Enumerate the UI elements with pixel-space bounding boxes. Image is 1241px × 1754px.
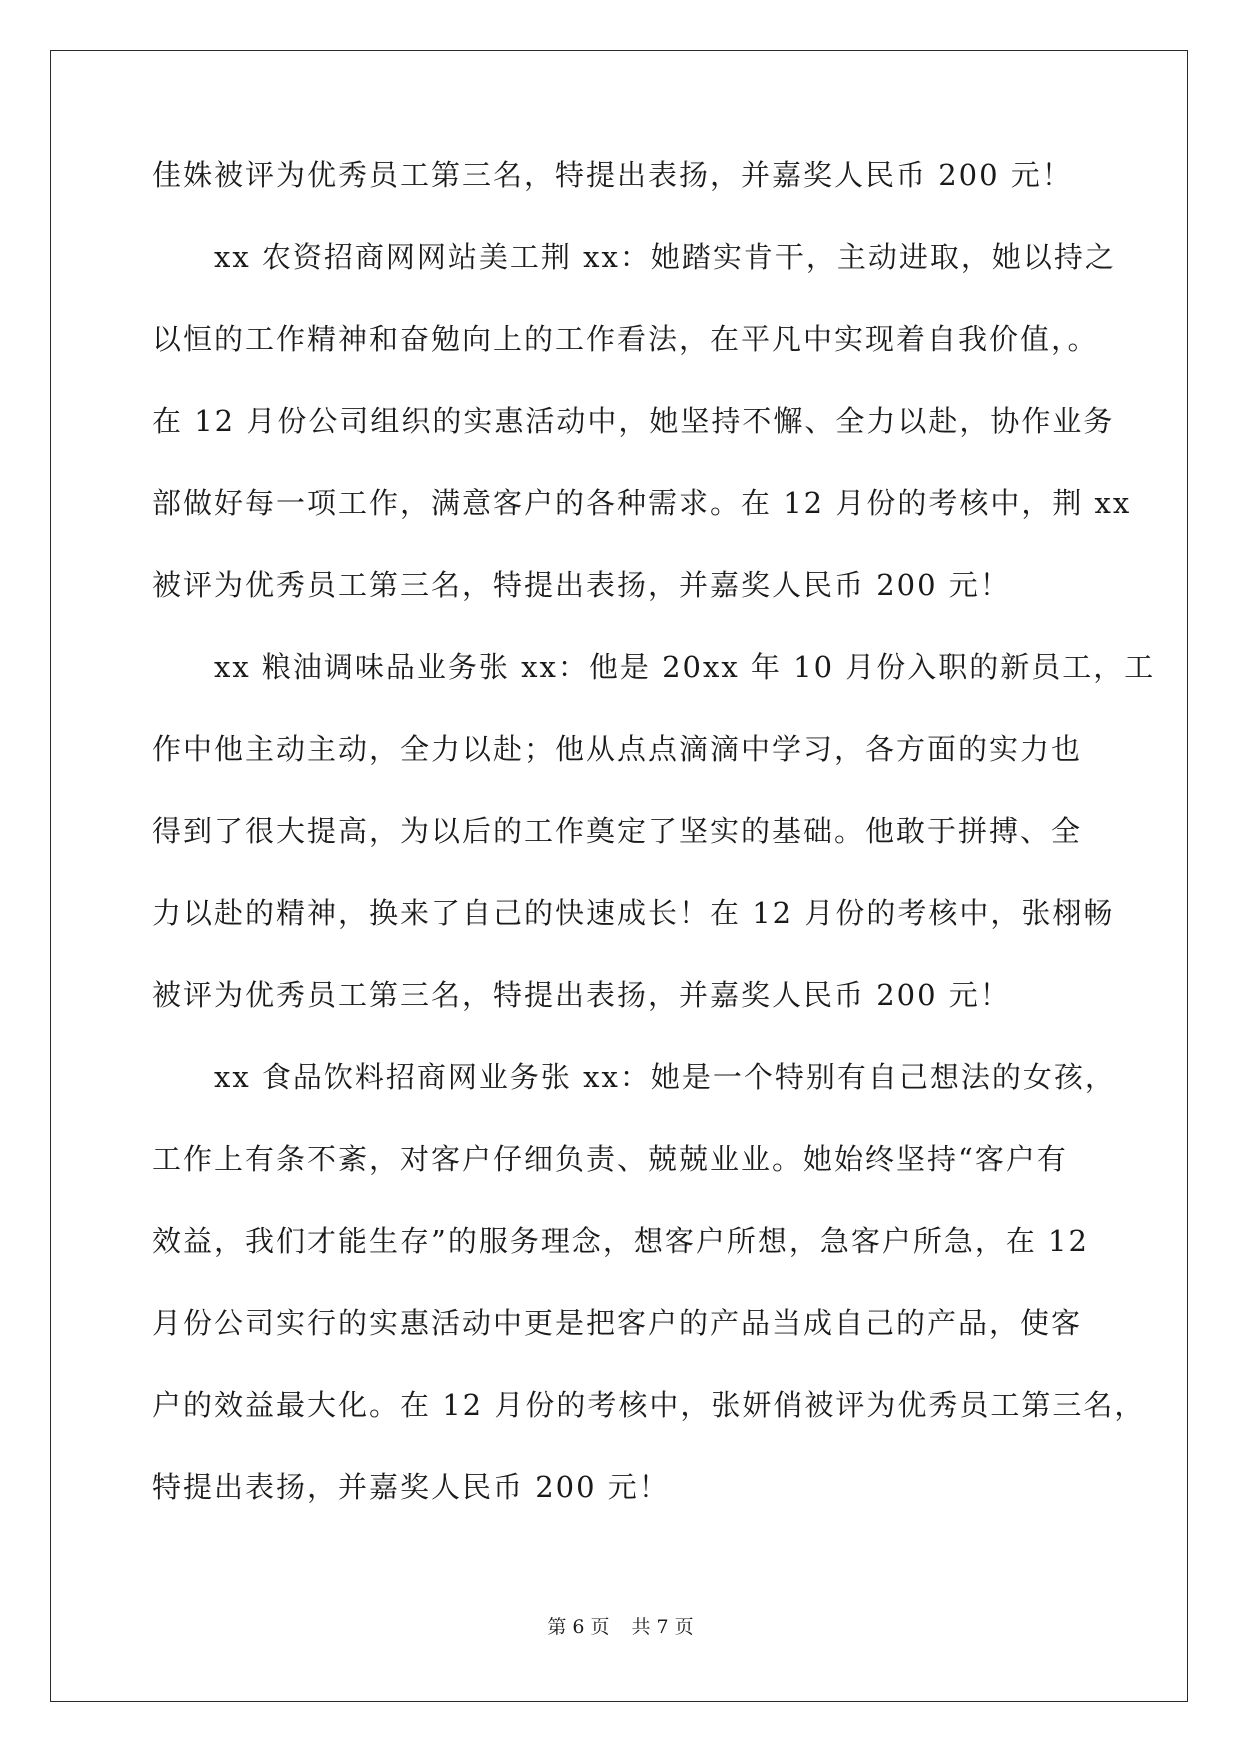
text-line: 被评为优秀员工第三名，特提出表扬，并嘉奖人民币 200 元！: [152, 568, 1011, 602]
text-line: 以恒的工作精神和奋勉向上的工作看法，在平凡中实现着自我价值，。: [152, 322, 1099, 356]
text-line: xx 粮油调味品业务张 xx：他是 20xx 年 10 月份入职的新员工，工: [214, 650, 1156, 684]
text-line: xx 食品饮料招商网业务张 xx：她是一个特别有自己想法的女孩，: [214, 1060, 1116, 1094]
text-line: 效益，我们才能生存”的服务理念，想客户所想，急客户所急，在 12: [152, 1224, 1089, 1258]
page-number-total: 共 7 页: [631, 1616, 694, 1638]
text-line: xx 农资招商网网站美工荆 xx：她踏实肯干，主动进取，她以持之: [214, 240, 1116, 274]
page-number-current: 第 6 页: [547, 1616, 610, 1638]
text-line: 部做好每一项工作，满意客户的各种需求。在 12 月份的考核中，荆 xx: [152, 486, 1132, 520]
text-line: 特提出表扬，并嘉奖人民币 200 元！: [152, 1470, 670, 1504]
document-body: [152, 158, 1156, 1554]
text-line: 佳姝被评为优秀员工第三名，特提出表扬，并嘉奖人民币 200 元！: [152, 158, 1073, 192]
text-line: 在 12 月份公司组织的实惠活动中，她坚持不懈、全力以赴，协作业务: [152, 404, 1115, 438]
page-footer: [0, 1616, 1241, 1638]
text-line: 力以赴的精神，换来了自己的快速成长！在 12 月份的考核中，张栩畅: [152, 896, 1115, 930]
text-line: 得到了很大提高，为以后的工作奠定了坚实的基础。他敢于拼搏、全: [152, 814, 1083, 848]
text-line: 月份公司实行的实惠活动中更是把客户的产品当成自己的产品，使客: [152, 1306, 1083, 1340]
text-line: 作中他主动主动，全力以赴；他从点点滴滴中学习，各方面的实力也: [152, 732, 1083, 766]
text-line: 户的效益最大化。在 12 月份的考核中，张妍俏被评为优秀员工第三名，: [152, 1388, 1146, 1422]
text-line: 工作上有条不紊，对客户仔细负责、兢兢业业。她始终坚持“客户有: [152, 1142, 1068, 1176]
text-line: 被评为优秀员工第三名，特提出表扬，并嘉奖人民币 200 元！: [152, 978, 1011, 1012]
